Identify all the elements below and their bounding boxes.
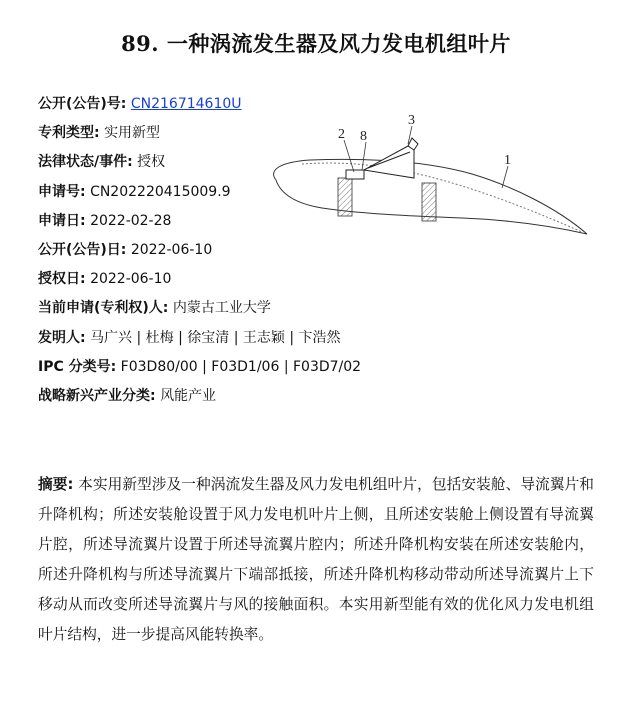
field-label: 当前申请(专利权)人:	[38, 300, 169, 317]
field-value: 2022-02-28	[90, 212, 172, 229]
vortex-generator	[346, 138, 418, 179]
abstract-label: 摘要:	[38, 476, 74, 493]
field-label: 公开(公告)号:	[38, 96, 127, 112]
field-value: 风能产业	[160, 387, 217, 404]
field-label: 申请号:	[38, 183, 86, 200]
patent-figure	[262, 108, 592, 244]
leader-lines	[344, 126, 508, 188]
field-value: CN202220415009.9	[90, 183, 231, 200]
label-8: 8	[360, 129, 367, 144]
field-label: IPC 分类号:	[38, 358, 117, 375]
field-inventors	[38, 327, 341, 356]
label-3: 3	[408, 113, 415, 128]
field-ipc	[38, 356, 362, 385]
label-2: 2	[338, 127, 345, 142]
abstract-text: 本实用新型涉及一种涡流发生器及风力发电机组叶片，包括安装舱、导流翼片和升降机构；所述安装舱设置于风力发电机叶片上侧，且所述安装舱上侧设置有导流翼片腔，所述导流翼片设置于所述导流翼片腔内；所述升降机构安装在所述安装舱内，所述升降机构与所述导流翼片下端部抵接，所述升降机构移动带动所述导流翼片上下移动从而改变所述导流翼片与风的接触面积。本实用新型能有效的优化风力发电机组叶片结构，进一步提高风能转换率。	[38, 476, 594, 643]
field-value: 授权	[137, 154, 166, 171]
field-label: 公开(公告)日:	[38, 241, 127, 258]
field-industry	[38, 385, 328, 414]
field-label: 发明人:	[38, 329, 86, 346]
label-1: 1	[504, 153, 511, 168]
page-title: 89. 一种涡流发生器及风力发电机组叶片	[121, 31, 511, 56]
field-value: 内蒙古工业大学	[172, 300, 271, 317]
field-value: 2022-06-10	[90, 271, 172, 288]
field-label: 法律状态/事件:	[38, 154, 133, 171]
abstract	[38, 470, 594, 650]
field-label: 战略新兴产业分类:	[38, 387, 156, 404]
field-label: 授权日:	[38, 271, 86, 288]
field-applicant	[38, 297, 328, 326]
publication-number-link[interactable]: CN216714610U	[130, 96, 242, 112]
field-value: F03D80/00 | F03D1/06 | F03D7/02	[120, 358, 362, 375]
field-label: 专利类型:	[38, 125, 100, 142]
field-value: 2022-06-10	[130, 241, 213, 258]
field-grant-date	[38, 268, 328, 297]
field-label: 申请日:	[38, 212, 86, 229]
field-value: 实用新型	[104, 125, 161, 142]
field-value: 马广兴 | 杜梅 | 徐宝清 | 王志颖 | 卞浩然	[90, 329, 341, 346]
